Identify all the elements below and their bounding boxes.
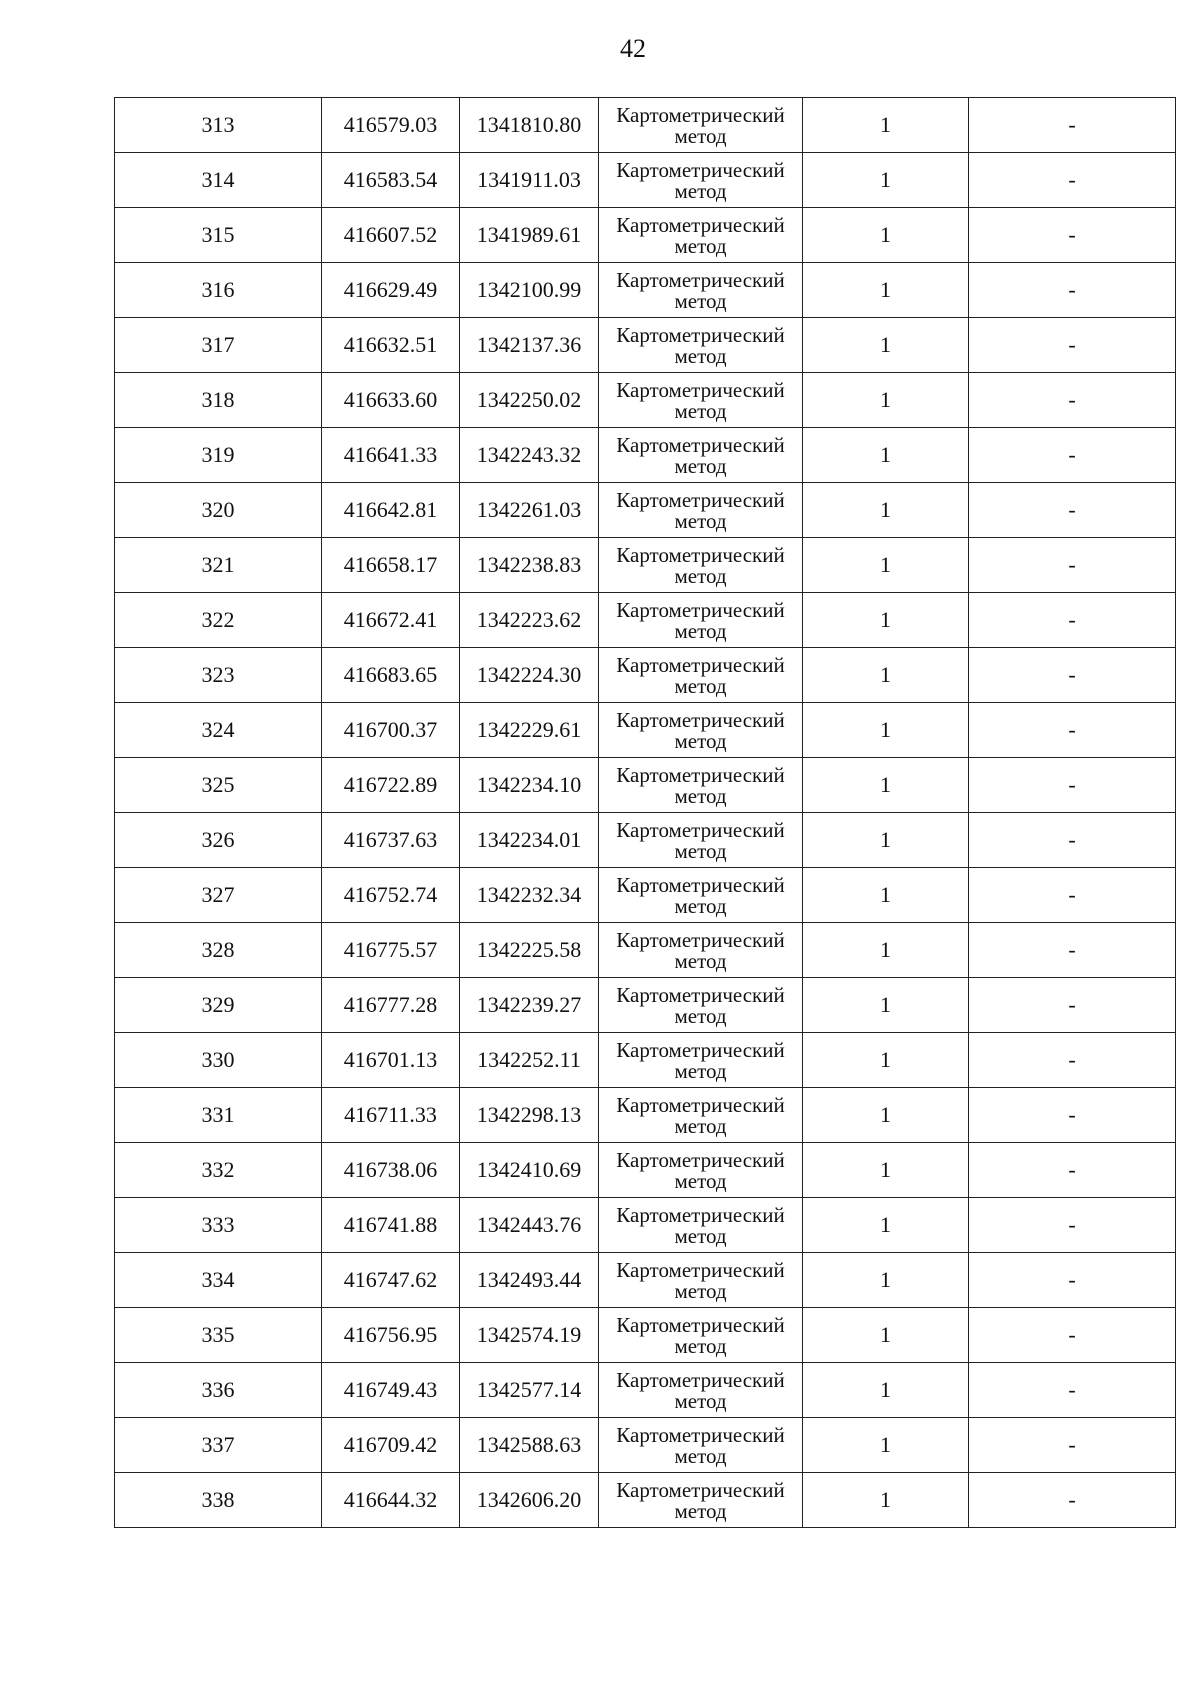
coord-x-cell: 416709.42 [322, 1418, 460, 1473]
method-cell [599, 1198, 803, 1253]
point-number-cell: 318 [115, 373, 322, 428]
table-row [115, 703, 1176, 758]
method-line-1: Картометрический [616, 928, 785, 952]
method-cell [599, 703, 803, 758]
table-row [115, 483, 1176, 538]
coord-x-cell: 416777.28 [322, 978, 460, 1033]
note-cell: - [969, 648, 1176, 703]
method-cell [599, 538, 803, 593]
table-row [115, 428, 1176, 483]
accuracy-cell: 1 [803, 263, 969, 318]
method-cell [599, 1033, 803, 1088]
method-cell [599, 1253, 803, 1308]
table-row [115, 373, 1176, 428]
coord-x-cell: 416683.65 [322, 648, 460, 703]
coord-x-cell: 416629.49 [322, 263, 460, 318]
method-line-1: Картометрический [616, 653, 785, 677]
table-row [115, 1143, 1176, 1198]
note-cell: - [969, 1088, 1176, 1143]
note-cell: - [969, 263, 1176, 318]
coord-x-cell: 416747.62 [322, 1253, 460, 1308]
coord-x-cell: 416672.41 [322, 593, 460, 648]
coord-x-cell: 416701.13 [322, 1033, 460, 1088]
point-number-cell: 325 [115, 758, 322, 813]
accuracy-cell: 1 [803, 208, 969, 263]
method-line-2: метод [674, 234, 727, 258]
method-line-2: метод [674, 344, 727, 368]
table-row [115, 648, 1176, 703]
method-line-2: метод [674, 1004, 727, 1028]
method-line-2: метод [674, 1169, 727, 1193]
point-number-cell: 315 [115, 208, 322, 263]
point-number-cell: 331 [115, 1088, 322, 1143]
accuracy-cell: 1 [803, 1363, 969, 1418]
accuracy-cell: 1 [803, 1473, 969, 1528]
method-cell [599, 1418, 803, 1473]
note-cell: - [969, 923, 1176, 978]
method-line-1: Картометрический [616, 1038, 785, 1062]
coord-y-cell: 1342137.36 [460, 318, 599, 373]
point-number-cell: 321 [115, 538, 322, 593]
note-cell: - [969, 1198, 1176, 1253]
accuracy-cell: 1 [803, 1088, 969, 1143]
table-row [115, 1473, 1176, 1528]
note-cell: - [969, 813, 1176, 868]
method-line-1: Картометрический [616, 433, 785, 457]
point-number-cell: 322 [115, 593, 322, 648]
method-line-1: Картометрический [616, 488, 785, 512]
point-number-cell: 338 [115, 1473, 322, 1528]
coord-y-cell: 1342443.76 [460, 1198, 599, 1253]
coord-y-cell: 1342574.19 [460, 1308, 599, 1363]
method-cell [599, 868, 803, 923]
method-line-1: Картометрический [616, 1148, 785, 1172]
table-row [115, 208, 1176, 263]
accuracy-cell: 1 [803, 428, 969, 483]
coord-x-cell: 416775.57 [322, 923, 460, 978]
note-cell: - [969, 1363, 1176, 1418]
method-cell [599, 318, 803, 373]
coord-x-cell: 416642.81 [322, 483, 460, 538]
note-cell: - [969, 483, 1176, 538]
method-cell [599, 428, 803, 483]
coord-x-cell: 416752.74 [322, 868, 460, 923]
note-cell: - [969, 978, 1176, 1033]
note-cell: - [969, 208, 1176, 263]
point-number-cell: 313 [115, 98, 322, 153]
method-cell [599, 978, 803, 1033]
method-line-1: Картометрический [616, 213, 785, 237]
accuracy-cell: 1 [803, 483, 969, 538]
coord-x-cell: 416737.63 [322, 813, 460, 868]
coord-y-cell: 1342250.02 [460, 373, 599, 428]
method-line-2: метод [674, 564, 727, 588]
method-line-1: Картометрический [616, 1093, 785, 1117]
accuracy-cell: 1 [803, 923, 969, 978]
coord-x-cell: 416632.51 [322, 318, 460, 373]
accuracy-cell: 1 [803, 1033, 969, 1088]
method-line-2: метод [674, 1059, 727, 1083]
note-cell: - [969, 1143, 1176, 1198]
point-number-cell: 337 [115, 1418, 322, 1473]
table-row [115, 263, 1176, 318]
method-cell [599, 1473, 803, 1528]
method-line-1: Картометрический [616, 1368, 785, 1392]
method-line-2: метод [674, 399, 727, 423]
method-line-1: Картометрический [616, 873, 785, 897]
note-cell: - [969, 538, 1176, 593]
note-cell: - [969, 98, 1176, 153]
coord-y-cell: 1342229.61 [460, 703, 599, 758]
coord-x-cell: 416644.32 [322, 1473, 460, 1528]
point-number-cell: 333 [115, 1198, 322, 1253]
coord-y-cell: 1342225.58 [460, 923, 599, 978]
coord-y-cell: 1342223.62 [460, 593, 599, 648]
coord-x-cell: 416579.03 [322, 98, 460, 153]
note-cell: - [969, 373, 1176, 428]
method-cell [599, 1308, 803, 1363]
table-row [115, 318, 1176, 373]
point-number-cell: 335 [115, 1308, 322, 1363]
point-number-cell: 328 [115, 923, 322, 978]
point-number-cell: 329 [115, 978, 322, 1033]
coord-y-cell: 1342410.69 [460, 1143, 599, 1198]
method-cell [599, 153, 803, 208]
method-line-1: Картометрический [616, 1478, 785, 1502]
accuracy-cell: 1 [803, 373, 969, 428]
method-line-2: метод [674, 839, 727, 863]
point-number-cell: 327 [115, 868, 322, 923]
point-number-cell: 332 [115, 1143, 322, 1198]
accuracy-cell: 1 [803, 318, 969, 373]
coord-y-cell: 1341989.61 [460, 208, 599, 263]
coord-y-cell: 1342234.01 [460, 813, 599, 868]
note-cell: - [969, 1473, 1176, 1528]
method-line-1: Картометрический [616, 598, 785, 622]
method-line-1: Картометрический [616, 543, 785, 567]
method-line-1: Картометрический [616, 1423, 785, 1447]
note-cell: - [969, 428, 1176, 483]
accuracy-cell: 1 [803, 978, 969, 1033]
note-cell: - [969, 758, 1176, 813]
coord-x-cell: 416756.95 [322, 1308, 460, 1363]
point-number-cell: 334 [115, 1253, 322, 1308]
point-number-cell: 319 [115, 428, 322, 483]
table-row [115, 758, 1176, 813]
method-line-1: Картометрический [616, 378, 785, 402]
method-line-2: метод [674, 674, 727, 698]
coord-y-cell: 1342239.27 [460, 978, 599, 1033]
table-row [115, 923, 1176, 978]
coord-y-cell: 1342577.14 [460, 1363, 599, 1418]
coord-x-cell: 416722.89 [322, 758, 460, 813]
coord-y-cell: 1341810.80 [460, 98, 599, 153]
table-row [115, 538, 1176, 593]
point-number-cell: 326 [115, 813, 322, 868]
accuracy-cell: 1 [803, 1253, 969, 1308]
method-line-1: Картометрический [616, 983, 785, 1007]
method-line-2: метод [674, 1114, 727, 1138]
coord-y-cell: 1342606.20 [460, 1473, 599, 1528]
note-cell: - [969, 1308, 1176, 1363]
page-number: 42 [620, 34, 646, 63]
method-cell [599, 373, 803, 428]
method-line-1: Картометрический [616, 708, 785, 732]
coord-y-cell: 1342238.83 [460, 538, 599, 593]
method-line-1: Картометрический [616, 1313, 785, 1337]
method-cell [599, 648, 803, 703]
coord-y-cell: 1342298.13 [460, 1088, 599, 1143]
method-line-2: метод [674, 179, 727, 203]
method-line-2: метод [674, 1224, 727, 1248]
coord-x-cell: 416633.60 [322, 373, 460, 428]
method-cell [599, 593, 803, 648]
note-cell: - [969, 153, 1176, 208]
coord-y-cell: 1342243.32 [460, 428, 599, 483]
point-number-cell: 324 [115, 703, 322, 758]
point-number-cell: 320 [115, 483, 322, 538]
method-line-1: Картометрический [616, 763, 785, 787]
coord-x-cell: 416607.52 [322, 208, 460, 263]
table-row [115, 1198, 1176, 1253]
note-cell: - [969, 1253, 1176, 1308]
method-line-1: Картометрический [616, 1203, 785, 1227]
coord-y-cell: 1342100.99 [460, 263, 599, 318]
coord-x-cell: 416583.54 [322, 153, 460, 208]
accuracy-cell: 1 [803, 1198, 969, 1253]
table-row [115, 1253, 1176, 1308]
method-line-2: метод [674, 1279, 727, 1303]
point-number-cell: 316 [115, 263, 322, 318]
coord-y-cell: 1342232.34 [460, 868, 599, 923]
accuracy-cell: 1 [803, 703, 969, 758]
method-line-1: Картометрический [616, 158, 785, 182]
method-line-2: метод [674, 1499, 727, 1523]
note-cell: - [969, 1418, 1176, 1473]
table-row [115, 978, 1176, 1033]
table-row [115, 868, 1176, 923]
table-row [115, 813, 1176, 868]
note-cell: - [969, 868, 1176, 923]
method-cell [599, 1088, 803, 1143]
note-cell: - [969, 593, 1176, 648]
method-cell [599, 1143, 803, 1198]
accuracy-cell: 1 [803, 593, 969, 648]
accuracy-cell: 1 [803, 153, 969, 208]
coord-x-cell: 416700.37 [322, 703, 460, 758]
point-number-cell: 317 [115, 318, 322, 373]
coord-x-cell: 416711.33 [322, 1088, 460, 1143]
method-line-1: Картометрический [616, 323, 785, 347]
table-row [115, 1363, 1176, 1418]
coordinates-table [114, 97, 1176, 1528]
point-number-cell: 330 [115, 1033, 322, 1088]
coord-x-cell: 416738.06 [322, 1143, 460, 1198]
method-line-1: Картометрический [616, 818, 785, 842]
accuracy-cell: 1 [803, 98, 969, 153]
method-cell [599, 483, 803, 538]
coord-y-cell: 1342234.10 [460, 758, 599, 813]
coord-x-cell: 416658.17 [322, 538, 460, 593]
method-line-2: метод [674, 619, 727, 643]
method-cell [599, 813, 803, 868]
method-cell [599, 98, 803, 153]
coord-y-cell: 1342493.44 [460, 1253, 599, 1308]
coord-y-cell: 1341911.03 [460, 153, 599, 208]
accuracy-cell: 1 [803, 1143, 969, 1198]
method-line-2: метод [674, 1389, 727, 1413]
method-line-1: Картометрический [616, 268, 785, 292]
accuracy-cell: 1 [803, 1418, 969, 1473]
method-line-2: метод [674, 949, 727, 973]
method-cell [599, 923, 803, 978]
method-line-2: метод [674, 784, 727, 808]
method-cell [599, 263, 803, 318]
coord-y-cell: 1342588.63 [460, 1418, 599, 1473]
method-line-1: Картометрический [616, 1258, 785, 1282]
method-cell [599, 758, 803, 813]
table-row [115, 1308, 1176, 1363]
table-row [115, 1033, 1176, 1088]
method-line-2: метод [674, 1444, 727, 1468]
method-line-2: метод [674, 454, 727, 478]
table-row [115, 593, 1176, 648]
accuracy-cell: 1 [803, 648, 969, 703]
coord-y-cell: 1342224.30 [460, 648, 599, 703]
method-cell [599, 1363, 803, 1418]
coord-y-cell: 1342252.11 [460, 1033, 599, 1088]
accuracy-cell: 1 [803, 1308, 969, 1363]
method-line-2: метод [674, 124, 727, 148]
table-row [115, 1418, 1176, 1473]
table-row [115, 153, 1176, 208]
accuracy-cell: 1 [803, 758, 969, 813]
note-cell: - [969, 1033, 1176, 1088]
coord-x-cell: 416741.88 [322, 1198, 460, 1253]
method-line-2: метод [674, 729, 727, 753]
method-line-2: метод [674, 1334, 727, 1358]
coord-x-cell: 416641.33 [322, 428, 460, 483]
note-cell: - [969, 318, 1176, 373]
method-cell [599, 208, 803, 263]
point-number-cell: 323 [115, 648, 322, 703]
table-body [115, 98, 1176, 1528]
accuracy-cell: 1 [803, 868, 969, 923]
table-row [115, 1088, 1176, 1143]
accuracy-cell: 1 [803, 538, 969, 593]
coord-y-cell: 1342261.03 [460, 483, 599, 538]
accuracy-cell: 1 [803, 813, 969, 868]
point-number-cell: 314 [115, 153, 322, 208]
method-line-2: метод [674, 289, 727, 313]
method-line-1: Картометрический [616, 103, 785, 127]
note-cell: - [969, 703, 1176, 758]
method-line-2: метод [674, 894, 727, 918]
point-number-cell: 336 [115, 1363, 322, 1418]
method-line-2: метод [674, 509, 727, 533]
table-row [115, 98, 1176, 153]
coord-x-cell: 416749.43 [322, 1363, 460, 1418]
